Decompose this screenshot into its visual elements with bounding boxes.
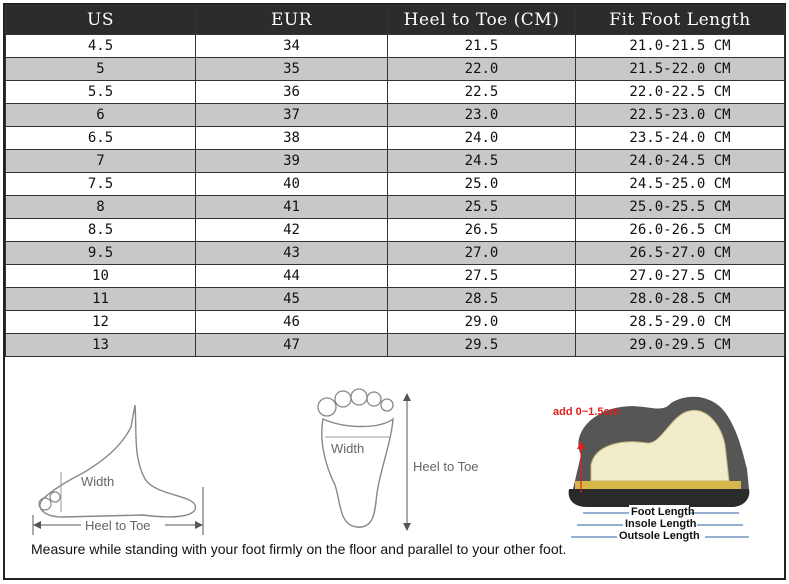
- cell-eur: 45: [196, 288, 388, 311]
- top-arrow-down: [403, 523, 411, 531]
- header-eur: EUR: [196, 6, 388, 35]
- measurement-caption: Measure while standing with your foot firmly on the floor and parallel to your other foot.: [31, 541, 567, 557]
- toe-2: [50, 492, 60, 502]
- side-foot-outline: [40, 405, 195, 517]
- table-row: [6, 104, 785, 127]
- cell-fit-foot-length: 24.5-25.0 CM: [576, 173, 785, 196]
- cell-fit-foot-length: 29.0-29.5 CM: [576, 334, 785, 357]
- top-foot-diagram: [305, 385, 505, 535]
- cell-eur: 37: [196, 104, 388, 127]
- cell-us: 4.5: [6, 35, 196, 58]
- cell-fit-foot-length: 21.0-21.5 CM: [576, 35, 785, 58]
- table-row: [6, 127, 785, 150]
- cell-fit-foot-length: 21.5-22.0 CM: [576, 58, 785, 81]
- cell-heel-to-toe: 29.0: [388, 311, 576, 334]
- cell-heel-to-toe: 24.0: [388, 127, 576, 150]
- cell-fit-foot-length: 24.0-24.5 CM: [576, 150, 785, 173]
- cell-heel-to-toe: 25.5: [388, 196, 576, 219]
- cell-us: 10: [6, 265, 196, 288]
- table-header-row: [6, 6, 785, 35]
- top-toe-3: [351, 389, 367, 405]
- cell-us: 8.5: [6, 219, 196, 242]
- outsole-length-label: Outsole Length: [619, 530, 700, 542]
- measurement-diagrams: [5, 375, 784, 578]
- cell-eur: 43: [196, 242, 388, 265]
- top-heel-to-toe-label: Heel to Toe: [413, 459, 479, 474]
- top-footprint-outline: [322, 419, 393, 527]
- cell-us: 13: [6, 334, 196, 357]
- table-row: [6, 173, 785, 196]
- foot-length-label: Foot Length: [631, 506, 695, 518]
- top-toe-2: [335, 391, 351, 407]
- side-width-label: Width: [81, 474, 115, 489]
- side-arrow-right: [195, 521, 203, 529]
- cell-us: 12: [6, 311, 196, 334]
- cell-eur: 36: [196, 81, 388, 104]
- cell-fit-foot-length: 23.5-24.0 CM: [576, 127, 785, 150]
- top-arrow-up: [403, 393, 411, 401]
- cell-eur: 47: [196, 334, 388, 357]
- cell-us: 6: [6, 104, 196, 127]
- cell-fit-foot-length: 22.0-22.5 CM: [576, 81, 785, 104]
- cell-us: 9.5: [6, 242, 196, 265]
- cell-us: 5.5: [6, 81, 196, 104]
- size-table: [5, 5, 785, 357]
- side-arrow-left: [33, 521, 41, 529]
- header-heel-to-toe: Heel to Toe (CM): [388, 6, 576, 35]
- insole-length-label: Insole Length: [625, 518, 697, 530]
- add-note-label: add 0~1.5cm: [553, 406, 620, 418]
- cell-heel-to-toe: 25.0: [388, 173, 576, 196]
- cell-eur: 35: [196, 58, 388, 81]
- table-row: [6, 265, 785, 288]
- cell-heel-to-toe: 21.5: [388, 35, 576, 58]
- cell-eur: 41: [196, 196, 388, 219]
- table-row: [6, 219, 785, 242]
- table-row: [6, 81, 785, 104]
- table-row: [6, 35, 785, 58]
- cell-eur: 40: [196, 173, 388, 196]
- cell-fit-foot-length: 26.0-26.5 CM: [576, 219, 785, 242]
- top-width-label: Width: [331, 441, 365, 456]
- shoe-diagram: [551, 385, 756, 545]
- cell-eur: 44: [196, 265, 388, 288]
- cell-us: 7: [6, 150, 196, 173]
- cell-heel-to-toe: 23.0: [388, 104, 576, 127]
- cell-eur: 42: [196, 219, 388, 242]
- cell-eur: 46: [196, 311, 388, 334]
- table-row: [6, 288, 785, 311]
- cell-heel-to-toe: 28.5: [388, 288, 576, 311]
- table-row: [6, 242, 785, 265]
- cell-heel-to-toe: 24.5: [388, 150, 576, 173]
- cell-us: 5: [6, 58, 196, 81]
- cell-heel-to-toe: 27.0: [388, 242, 576, 265]
- cell-eur: 34: [196, 35, 388, 58]
- table-row: [6, 150, 785, 173]
- cell-heel-to-toe: 29.5: [388, 334, 576, 357]
- header-us: US: [6, 6, 196, 35]
- side-foot-diagram: [23, 387, 213, 537]
- cell-us: 6.5: [6, 127, 196, 150]
- header-fit-foot-length: Fit Foot Length: [576, 6, 785, 35]
- cell-fit-foot-length: 28.0-28.5 CM: [576, 288, 785, 311]
- cell-fit-foot-length: 28.5-29.0 CM: [576, 311, 785, 334]
- cell-heel-to-toe: 27.5: [388, 265, 576, 288]
- cell-fit-foot-length: 22.5-23.0 CM: [576, 104, 785, 127]
- cell-us: 7.5: [6, 173, 196, 196]
- top-toe-4: [367, 392, 381, 406]
- top-toe-1: [318, 398, 336, 416]
- cell-us: 8: [6, 196, 196, 219]
- cell-eur: 39: [196, 150, 388, 173]
- table-row: [6, 334, 785, 357]
- cell-eur: 38: [196, 127, 388, 150]
- side-heel-to-toe-label: Heel to Toe: [85, 518, 151, 533]
- table-row: [6, 311, 785, 334]
- insole: [575, 481, 741, 489]
- cell-heel-to-toe: 22.0: [388, 58, 576, 81]
- table-row: [6, 196, 785, 219]
- table-body: [6, 35, 785, 357]
- cell-us: 11: [6, 288, 196, 311]
- cell-heel-to-toe: 22.5: [388, 81, 576, 104]
- cell-fit-foot-length: 27.0-27.5 CM: [576, 265, 785, 288]
- table-row: [6, 58, 785, 81]
- top-toe-5: [381, 399, 393, 411]
- cell-fit-foot-length: 26.5-27.0 CM: [576, 242, 785, 265]
- outsole: [569, 489, 750, 507]
- size-chart: [3, 3, 786, 580]
- cell-heel-to-toe: 26.5: [388, 219, 576, 242]
- cell-fit-foot-length: 25.0-25.5 CM: [576, 196, 785, 219]
- toe-1: [39, 498, 51, 510]
